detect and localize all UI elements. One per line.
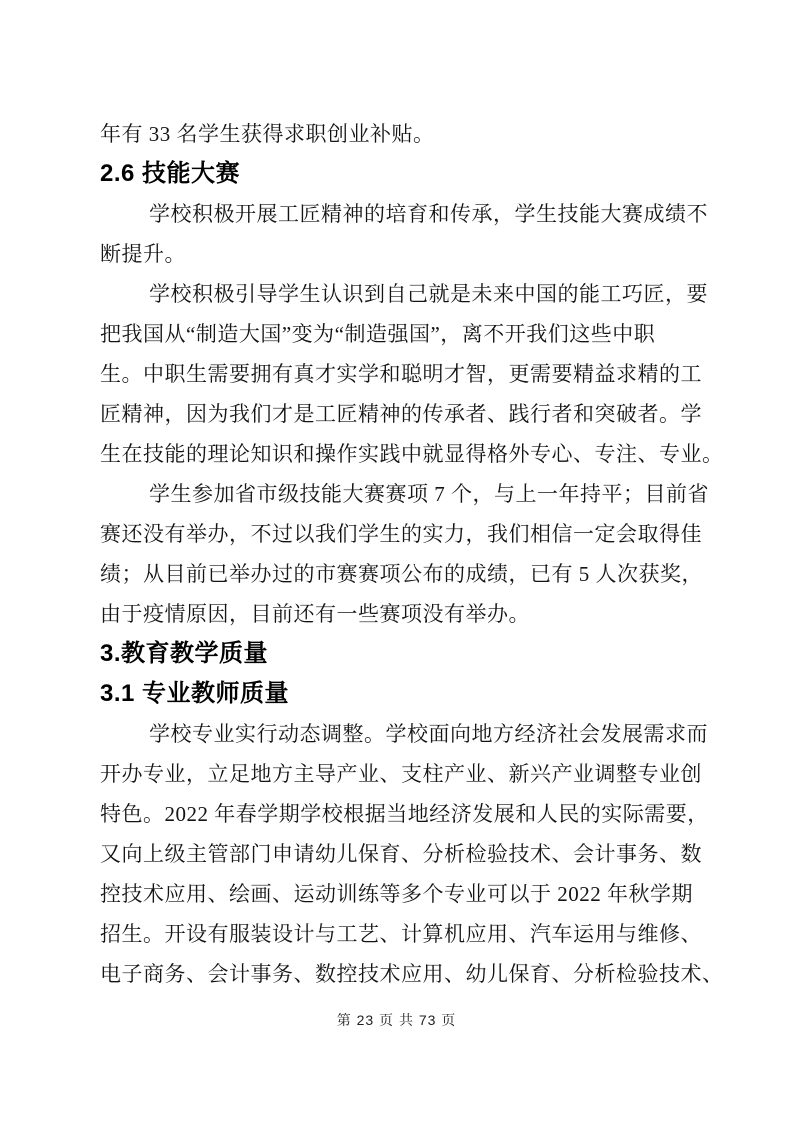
body-text-line: 学生参加省市级技能大赛赛项 7 个，与上一年持平；目前省: [149, 482, 709, 506]
body-text-line: 学校专业实行动态调整。学校面向地方经济社会发展需求而: [149, 722, 708, 746]
body-text-line: 学校积极引导学生认识到自己就是未来中国的能工巧匠，要: [149, 282, 708, 306]
body-text-line: 招生。开设有服装设计与工艺、计算机应用、汽车运用与维修、: [100, 922, 702, 946]
body-text-line: 赛还没有举办，不过以我们学生的实力，我们相信一定会取得佳: [100, 522, 702, 546]
section-heading: 2.6 技能大赛: [100, 160, 241, 187]
body-text-line: 特色。2022 年春学期学校根据当地经济发展和人民的实际需要，: [100, 802, 709, 826]
body-text-line: 断提升。: [100, 242, 186, 266]
section-heading: 3.1 专业教师质量: [100, 680, 290, 707]
body-text-line: 匠精神，因为我们才是工匠精神的传承者、践行者和突破者。学: [100, 402, 702, 426]
page-footer: [0, 1010, 793, 1030]
section-heading: 3.教育教学质量: [100, 640, 269, 667]
body-text-line: 生在技能的理论知识和操作实践中就显得格外专心、专注、专业。: [100, 442, 724, 466]
body-text-line: 电子商务、会计事务、数控技术应用、幼儿保育、分析检验技术、: [100, 962, 724, 986]
body-text-line: 年有 33 名学生获得求职创业补贴。: [100, 122, 435, 146]
body-text-line: 学校积极开展工匠精神的培育和传承，学生技能大赛成绩不: [149, 202, 708, 226]
page-number-label: 第 23 页 共 73 页: [336, 1012, 457, 1028]
body-text-line: 由于疫情原因，目前还有一些赛项没有举办。: [100, 602, 530, 626]
body-text-line: 生。中职生需要拥有真才实学和聪明才智，更需要精益求精的工: [100, 362, 702, 386]
body-text-line: 又向上级主管部门申请幼儿保育、分析检验技术、会计事务、数: [100, 842, 702, 866]
document-content: [100, 114, 724, 994]
body-text-line: 开办专业，立足地方主导产业、支柱产业、新兴产业调整专业创: [100, 762, 702, 786]
body-text-line: 把我国从“制造大国”变为“制造强国”，离不开我们这些中职: [100, 322, 656, 346]
body-text-line: 绩；从目前已举办过的市赛赛项公布的成绩，已有 5 人次获奖，: [100, 562, 703, 586]
body-text-line: 控技术应用、绘画、运动训练等多个专业可以于 2022 年秋学期: [100, 882, 693, 906]
